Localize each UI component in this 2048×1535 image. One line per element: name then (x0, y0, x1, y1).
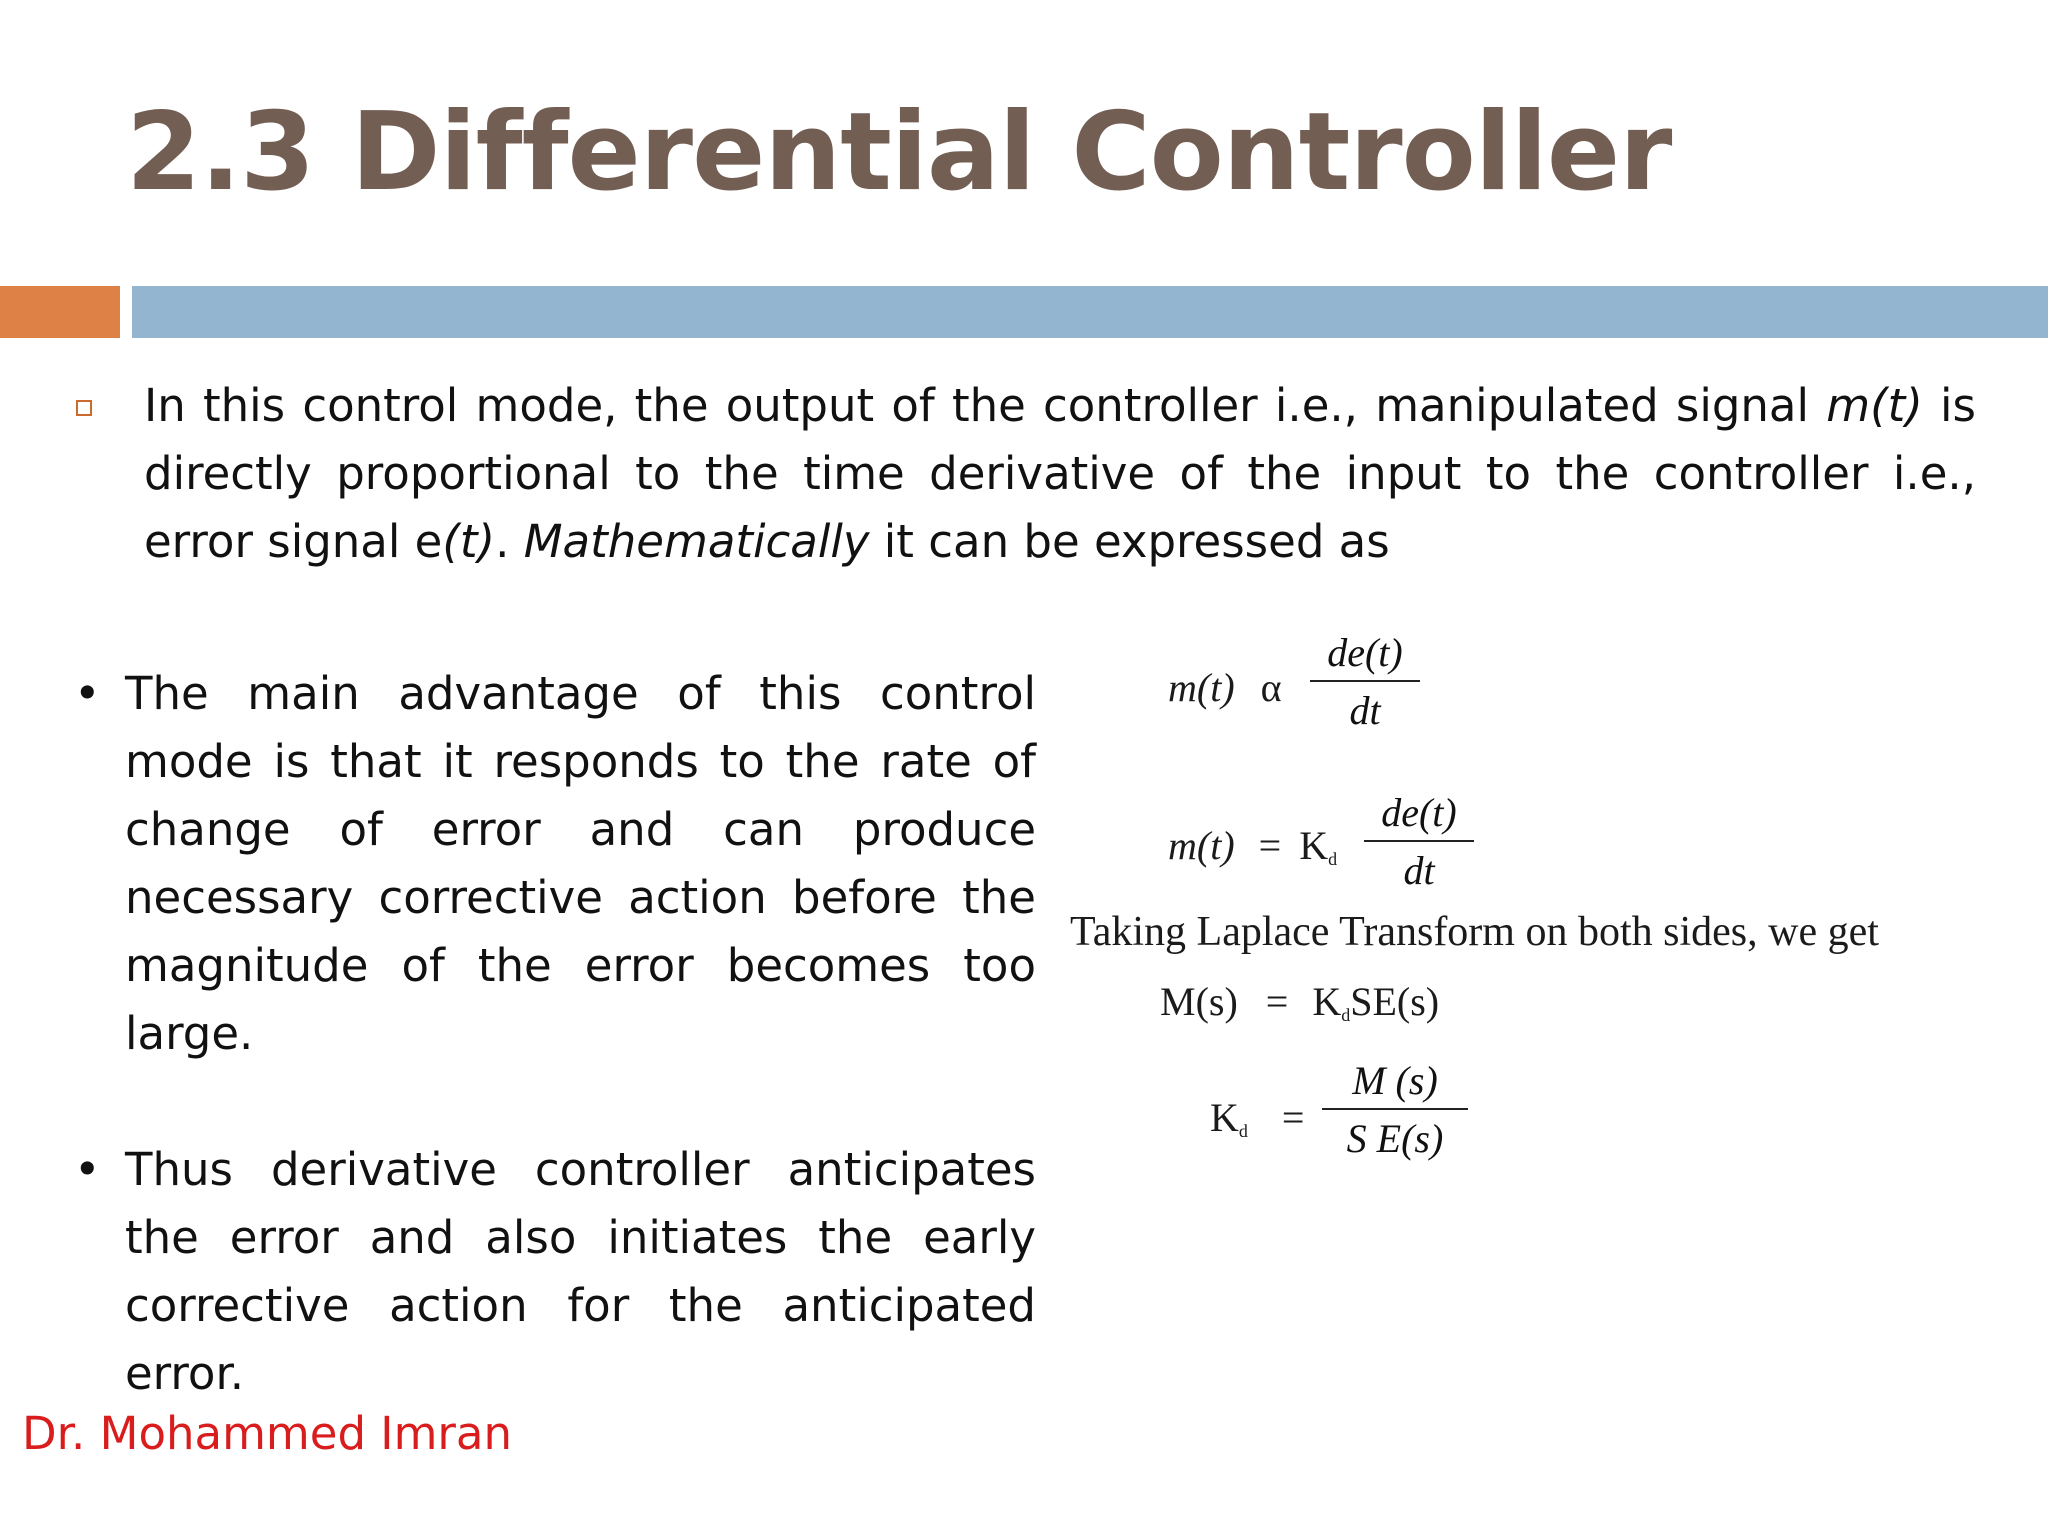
bullet-dot-icon: • (74, 667, 101, 720)
equation-laplace (1160, 978, 1439, 1026)
eq3-coefficient-sub: d (1341, 1005, 1351, 1025)
intro-mathematically: Mathematically (523, 515, 870, 568)
eq2-coefficient: K (1299, 823, 1329, 868)
laplace-caption: Taking Laplace Transform on both sides, we get (1070, 909, 1879, 955)
author-name: Dr. Mohammed Imran (22, 1407, 513, 1460)
eq2-denominator: dt (1403, 848, 1435, 893)
eq4-numerator: M (s) (1352, 1058, 1438, 1103)
intro-text-4: it can be expressed as (869, 515, 1390, 568)
intro-text-3: . (495, 515, 524, 568)
intro-paragraph (144, 372, 1976, 576)
bullet-item (70, 660, 1036, 1068)
bullet-text: The main advantage of this control mode is that it responds to the rate of change of error and can produce necessary corrective action before the magnitude of the error becomes too large. (125, 667, 1036, 1060)
slide-title: 2.3 Differential Controller (126, 90, 1672, 215)
eq3-coefficient: K (1312, 979, 1342, 1024)
bullet-dot-icon: • (74, 1143, 101, 1196)
eq2-lhs: m(t) (1168, 823, 1235, 868)
eq2-numerator: de(t) (1381, 790, 1457, 835)
intro-et: (t) (442, 515, 496, 568)
eq2-operator: = (1258, 823, 1282, 868)
eq1-operator: α (1260, 665, 1282, 710)
eq4-fraction-bar (1322, 1108, 1468, 1110)
eq1-numerator: de(t) (1327, 630, 1403, 675)
eq3-operator: = (1265, 979, 1289, 1024)
eq2-fraction (1364, 788, 1474, 896)
bullet-list (70, 660, 1036, 1476)
eq1-fraction-bar (1310, 680, 1420, 682)
eq4-operator: = (1281, 1095, 1305, 1140)
eq4-denominator: S E(s) (1346, 1116, 1444, 1161)
eq4-lhs: K (1210, 1095, 1239, 1140)
eq3-rhs: SE(s) (1350, 979, 1440, 1024)
accent-bar-blue (132, 286, 2048, 338)
eq4-lhs-sub: d (1238, 1121, 1248, 1141)
eq3-lhs: M(s) (1160, 979, 1238, 1024)
intro-mt: m(t) (1826, 379, 1923, 432)
bullet-item (70, 1136, 1036, 1408)
equation-kd-ratio (1210, 1094, 1304, 1142)
intro-text-2: is directly proportional to the time derivative of the input to the controller i.e., error signal e (144, 379, 1976, 568)
eq2-fraction-bar (1364, 840, 1474, 842)
square-bullet-icon (76, 400, 92, 416)
bullet-text: Thus derivative controller anticipates the error and also initiates the early corrective action for the anticipated error. (125, 1143, 1036, 1400)
eq1-denominator: dt (1349, 688, 1381, 733)
equation-kd (1168, 822, 1337, 870)
intro-text-1: In this control mode, the output of the controller i.e., manipulated signal (144, 379, 1827, 432)
eq4-fraction (1322, 1056, 1468, 1164)
eq1-fraction (1310, 628, 1420, 736)
eq1-lhs: m(t) (1168, 665, 1235, 710)
accent-bar-orange (0, 286, 120, 338)
equation-proportional (1168, 664, 1282, 711)
eq2-coefficient-sub: d (1328, 849, 1338, 869)
